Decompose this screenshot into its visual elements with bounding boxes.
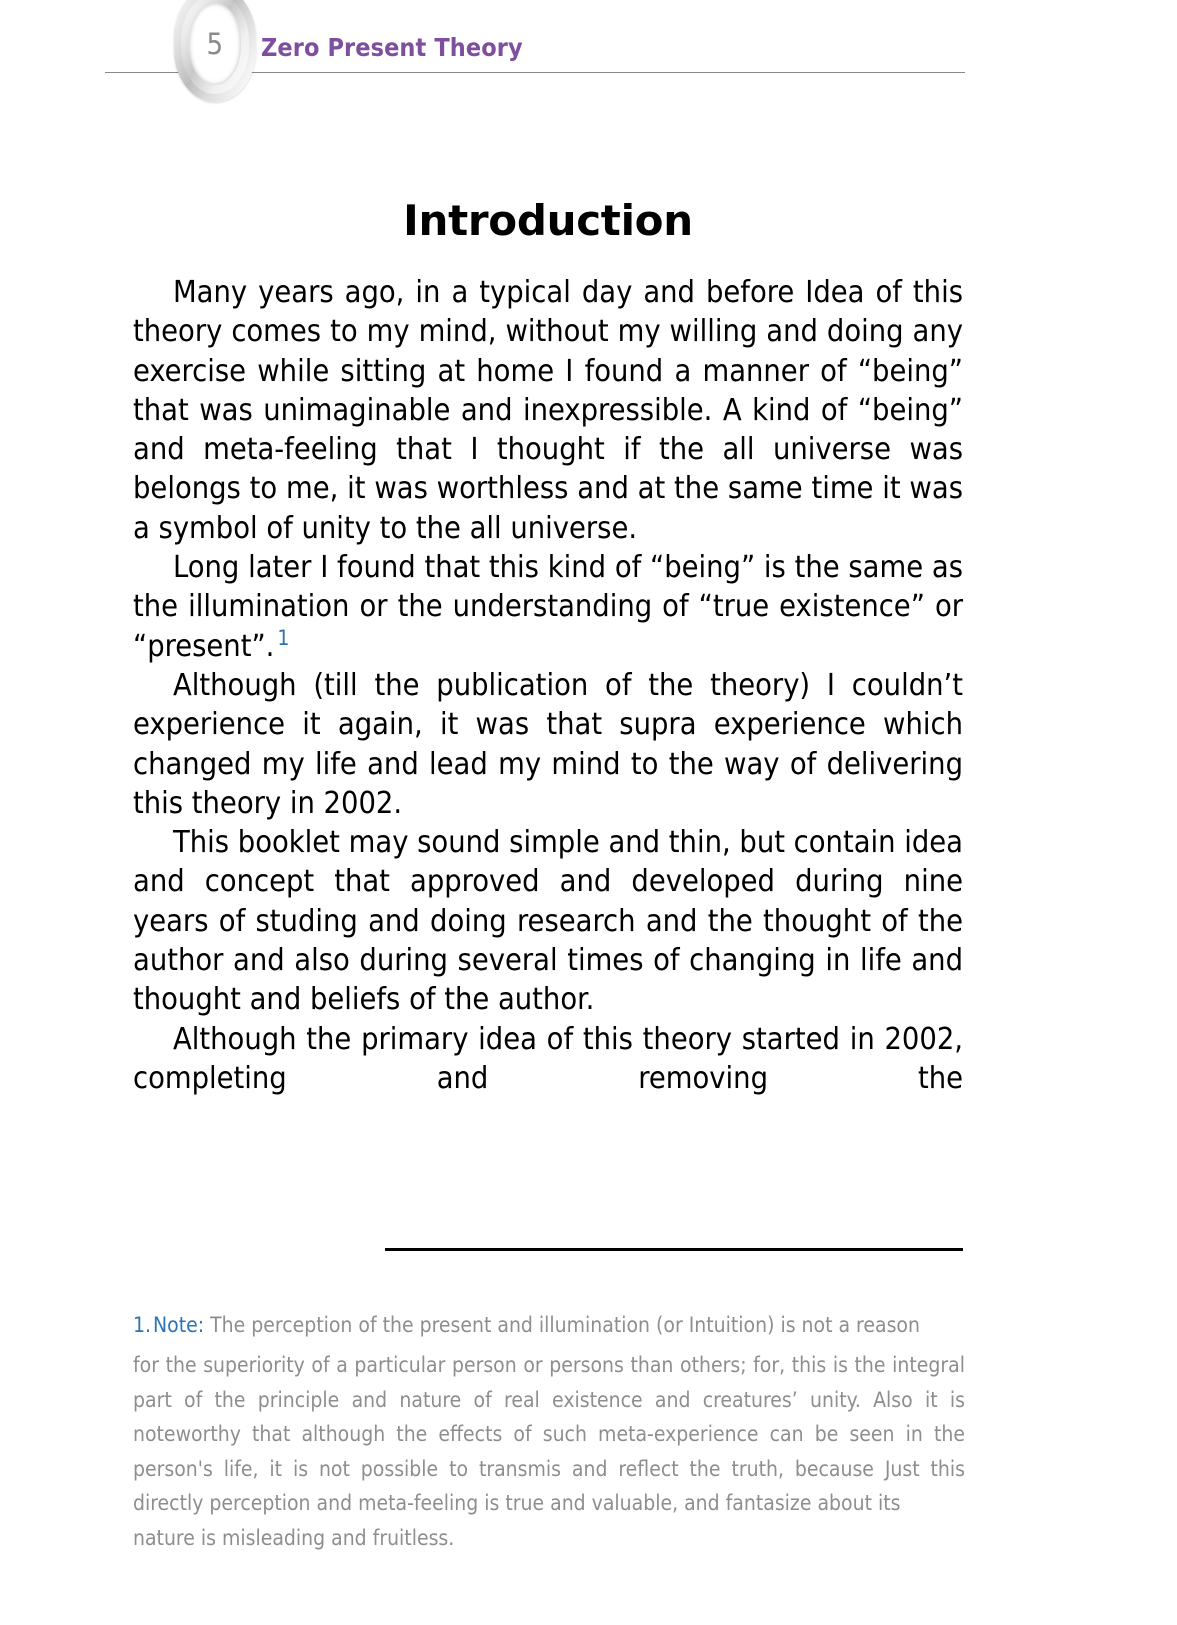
page-number-badge [168, 0, 264, 104]
paragraph-2-text: Long later I found that this kind of “being” is the same as the illumination or the understanding of “true existence” or “present”. [133, 550, 963, 664]
paragraph-1: Many years ago, in a typical day and before Idea of this theory comes to my mind, without my willing and doing any exercise while sitting at home I found a manner of “being” that was unimaginable and inexpressible. A kind of “being” and meta-feeling that I thought if the all universe was belongs to me, it was worthless and at the same time it was a symbol of unity to the all universe. [133, 275, 963, 546]
footnote-separator [385, 1248, 963, 1251]
footnote-body [133, 1312, 965, 1555]
footnote-rest [133, 1348, 965, 1555]
footnote-number: 1. [133, 1313, 152, 1337]
footnote-last-line: nature is misleading and fruitless. [133, 1525, 455, 1550]
page-header [0, 0, 1177, 110]
page-number-text: 5 [206, 27, 224, 61]
header-title: Zero Present Theory [261, 33, 523, 62]
footnote-rest-text: for the superiority of a particular person or persons than others; for, this is the integral part of the principle and nature of real existence and creatures’ unity. Also it is noteworthy that although the effects of such meta-experience can be seen in the person's life, it is not possible to transmis and reflect the truth, because Just this directly perception and meta-feeling is true and valuable, and fantasize about its [133, 1353, 965, 1515]
page-title: Introduction [403, 196, 693, 245]
paragraph-2 [133, 548, 963, 666]
footnote-first-line-text: The perception of the present and illumination (or Intuition) is not a reason [210, 1313, 920, 1337]
footnote-first-line [133, 1312, 965, 1338]
paragraph-5: Although the primary idea of this theory started in 2002, completing and removing the [133, 1021, 963, 1096]
paragraph-3: Although (till the publication of the theory) I couldn’t experience it again, it was that supra experience which changed my life and lead my mind to the way of delivering this theory in 2002. [133, 667, 963, 821]
footnote-label: Note: [153, 1313, 205, 1337]
paragraph-4: This booklet may sound simple and thin, but contain idea and concept that approved and developed during nine years of studing and doing research and the thought of the author and also during several times of changing in life and thought and beliefs of the author. [133, 825, 963, 1018]
footnote-reference-marker[interactable]: 1 [277, 625, 290, 650]
main-content [133, 196, 963, 1138]
